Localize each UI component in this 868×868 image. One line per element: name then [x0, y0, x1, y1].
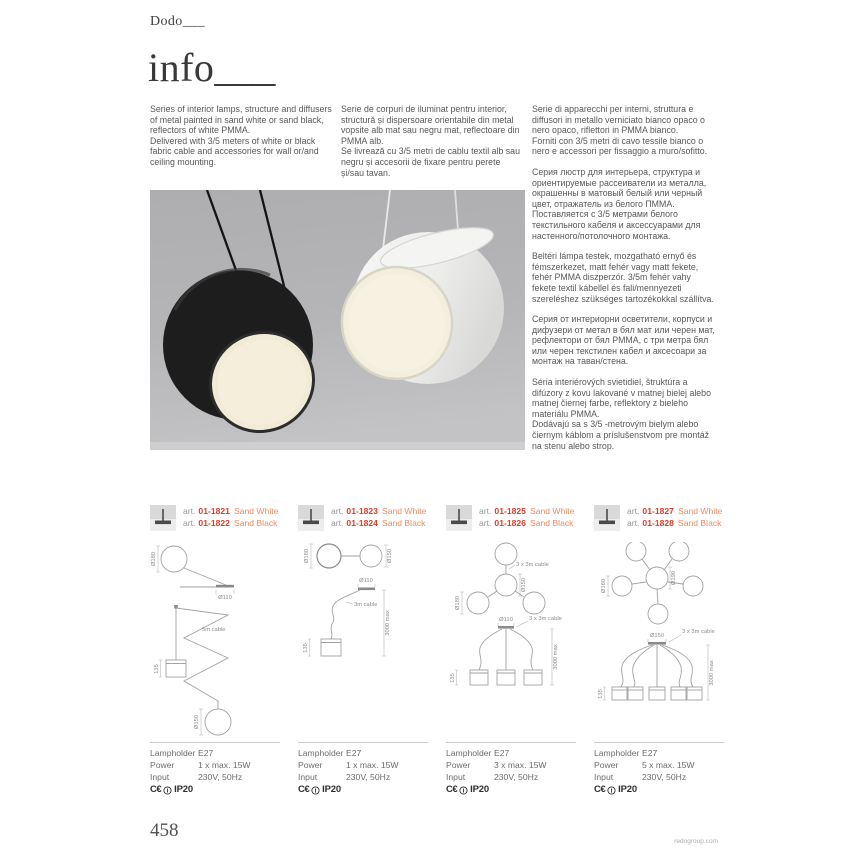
article-code: 01-1821 [198, 506, 230, 516]
dim-label: Ø150 [521, 577, 527, 593]
spec-value: E27 [198, 748, 214, 758]
spec-label: Power [594, 760, 619, 770]
spec-label: Power [150, 760, 175, 770]
article-row-black [183, 518, 278, 530]
spec-label: Lampholder [594, 748, 640, 758]
spec-value: 1 x max. 15W [346, 760, 399, 770]
article-header-2 [298, 505, 428, 532]
spec-label: Lampholder [446, 748, 492, 758]
article-row-black [627, 518, 722, 530]
spec-label: Input [150, 772, 170, 782]
spec-value: 5 x max. 15W [642, 760, 695, 770]
certification-marks [446, 784, 576, 796]
cable-label: 5m cable [202, 627, 226, 633]
pendant-lamp-icon [594, 505, 620, 531]
intro-ro-p1: Serie de corpuri de iluminat pentru interior, structură și dispersoare orientabile din metal vopsite alb mat sau negru mat, reflectoare din PMMA alb. [341, 104, 520, 146]
dim-label: Ø150 [387, 548, 393, 564]
product-family-name: Dodo___ [150, 14, 205, 29]
article-code: 01-1828 [642, 517, 674, 528]
spec-value: 230V, 50Hz [198, 772, 243, 782]
dim-label: 135 [598, 689, 604, 699]
art-label: art. [183, 506, 196, 516]
technical-drawing-wall-single [150, 542, 280, 742]
intro-en-p1: Series of interior lamps, structure and diffusers of metal painted in sand white or sand black, reflectors of white PMMA. [150, 104, 332, 136]
article-row-white [479, 506, 574, 518]
technical-drawing-three-light [446, 542, 576, 742]
article-code: 01-1825 [494, 506, 526, 516]
cable-label: 3 x 3m cable [516, 562, 549, 568]
dim-label: Ø110 [218, 595, 232, 601]
product-column-4 [594, 505, 724, 796]
article-code: 01-1822 [198, 517, 230, 528]
dim-label: 135 [303, 643, 309, 653]
spec-value: 3 x max. 15W [494, 760, 547, 770]
article-code: 01-1826 [494, 517, 526, 528]
ce-mark: C€ [446, 784, 458, 795]
dim-label: Ø150 [194, 714, 200, 730]
cable-label: 3 x 3m cable [682, 629, 715, 635]
intro-ro-p2: Se livrează cu 3/5 metri de cablu textil alb sau negru și accesorii de fixare pentru perete și/sau tavan. [341, 146, 520, 178]
certification-marks [150, 784, 280, 796]
article-row-black [331, 518, 426, 530]
spec-label: Lampholder [150, 748, 196, 758]
product-photo-image [150, 190, 525, 450]
art-label: art. [331, 517, 344, 528]
product-photo [150, 190, 525, 450]
dim-label: Ø150 [649, 633, 665, 639]
intro-sk-p1: Séria interiérových svietidiel, štruktúra a difúzory z kovu lakované v matnej bielej alebo matnej čiernej farbe, reflektory z bieleho materiálu PMMA. [532, 377, 711, 419]
pendant-lamp-icon [150, 505, 176, 531]
spec-value: 230V, 50Hz [346, 772, 391, 782]
ip-rating: IP20 [618, 784, 637, 795]
intro-it-p1: Serie di apparecchi per interni, struttura e diffusori in metallo verniciato bianco opaco o nero opaco, riflettori in PMMA bianco. [532, 104, 705, 136]
dim-label: Ø180 [601, 578, 607, 594]
pendant-lamp-icon [298, 505, 324, 531]
intro-it-p2: Forniti con 3/5 metri di cavo tessile bianco o nero e accessori per fissaggio a muro/sofitto. [532, 135, 708, 157]
cert-circle-icon [311, 786, 320, 795]
article-header-4 [594, 505, 724, 532]
art-label: art. [331, 506, 344, 516]
cert-circle-icon [459, 786, 468, 795]
spec-label: Input [298, 772, 318, 782]
article-header-1 [150, 505, 280, 532]
article-code: 01-1823 [346, 506, 378, 516]
intro-bg-p1: Серия от интериорни осветители, корпуси и дифузери от метал в бял мат или черен мат, рефлектори от бял PMMA, с три метра бял или черен текстилен кабел и аксесоари за монтаж на таван/стена. [532, 314, 715, 367]
article-finish: Sand Black [529, 517, 574, 528]
ce-mark: C€ [594, 784, 606, 795]
spec-table-2 [298, 742, 428, 796]
dim-label: Ø190 [671, 570, 677, 586]
spec-value: 230V, 50Hz [642, 772, 687, 782]
article-row-white [331, 506, 426, 518]
product-column-1 [150, 505, 280, 796]
article-row-white [627, 506, 722, 518]
article-finish: Sand White [233, 506, 279, 516]
spec-table-1 [150, 742, 280, 796]
spec-value: E27 [346, 748, 362, 758]
spec-value: E27 [494, 748, 510, 758]
dim-label: Ø180 [455, 595, 461, 611]
article-finish: Sand Black [233, 517, 278, 528]
article-finish: Sand Black [381, 517, 426, 528]
cable-label: 3 x 3m cable [529, 616, 562, 622]
article-finish: Sand Black [677, 517, 722, 528]
spec-label: Power [298, 760, 323, 770]
spec-label: Input [594, 772, 614, 782]
intro-ru-p1: Серия люстр для интерьера, структура и ориентируемые рассеиватели из металла, окрашенны в матовый белый или черный цвет, отражатель из белого ПММА. [532, 166, 707, 209]
article-row-white [183, 506, 278, 518]
spec-table-3 [446, 742, 576, 796]
intro-hu-p1: Beltéri lámpa testek, mozgatható ernyő és fémszerkezet, matt fehér vagy matt fekete, fehér PMMA diszperzór. 3/5m fehér vahy fekete textil kábellel és fali/mennyezeti szereléshez szükséges tartozékokkal szállítva. [532, 251, 714, 304]
art-label: art. [479, 506, 492, 516]
dim-label: 135 [450, 673, 456, 683]
dim-label: Ø110 [359, 578, 373, 584]
spec-value: 230V, 50Hz [494, 772, 539, 782]
art-label: art. [479, 517, 492, 528]
dim-label: 135 [154, 664, 160, 674]
ce-mark: C€ [298, 784, 310, 795]
dim-label: Ø180 [151, 551, 157, 567]
pendant-lamp-icon [446, 505, 472, 531]
intro-en-p2: Delivered with 3/5 meters of white or black fabric cable and accessories for wall or/and ceiling mounting. [150, 135, 319, 167]
dim-label: 3000 max [709, 660, 715, 686]
dim-label: 3000 max [385, 610, 391, 636]
ip-rating: IP20 [470, 784, 489, 795]
spec-label: Input [446, 772, 466, 782]
intro-col-romanian [341, 104, 525, 188]
ip-rating: IP20 [322, 784, 341, 795]
spec-value: 1 x max. 15W [198, 760, 251, 770]
spec-table-4 [594, 742, 724, 796]
product-column-3 [446, 505, 576, 796]
article-finish: Sand White [529, 506, 575, 516]
dim-label: Ø110 [499, 617, 513, 623]
cert-circle-icon [607, 786, 616, 795]
cable-label: 3m cable [354, 602, 378, 608]
article-code: 01-1827 [642, 506, 674, 516]
spec-value: E27 [642, 748, 658, 758]
article-header-3 [446, 505, 576, 532]
cert-circle-icon [163, 786, 172, 795]
website-link[interactable]: redogroup.com [674, 838, 718, 845]
certification-marks [298, 784, 428, 796]
page-number: 458 [150, 820, 179, 841]
intro-ru-p2: Поставляется с 3/5 метрами белого текстильного кабеля и аксессуарами для настенного/потолочного монтажа. [532, 209, 701, 241]
article-finish: Sand White [381, 506, 427, 516]
dim-label: 3000 max [553, 644, 559, 670]
art-label: art. [627, 517, 640, 528]
intro-col-multilang [532, 104, 716, 461]
art-label: art. [627, 506, 640, 516]
spec-label: Power [446, 760, 471, 770]
article-row-black [479, 518, 574, 530]
art-label: art. [183, 517, 196, 528]
spec-label: Lampholder [298, 748, 344, 758]
intro-sk-p2: Dodávajú sa s 3/5 -metrovým bielym alebo čiernym káblom a príslušenstvom pre montáž na stenu alebo strop. [532, 419, 709, 451]
intro-col-english [150, 104, 334, 178]
photo-floor [150, 442, 525, 450]
ce-mark: C€ [150, 784, 162, 795]
article-finish: Sand White [677, 506, 723, 516]
technical-drawing-five-light [594, 542, 724, 742]
dim-label: Ø180 [304, 548, 310, 564]
certification-marks [594, 784, 724, 796]
page-title: info___ [148, 45, 276, 90]
article-code: 01-1824 [346, 517, 378, 528]
technical-drawing-ceiling-single [298, 542, 428, 742]
ip-rating: IP20 [174, 784, 193, 795]
product-column-2 [298, 505, 428, 796]
